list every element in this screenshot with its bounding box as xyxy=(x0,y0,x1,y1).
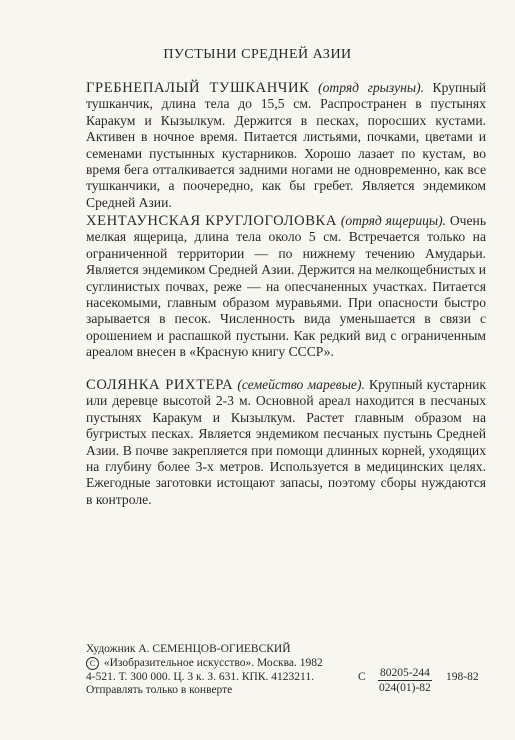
entry-jerboa xyxy=(86,80,486,211)
entry-body: Крупный кустарник или деревце высотой 2-3 м. Основной ареал находится в песчаных пустынях Каракум и Кызылкум. Растет главным образом на бугристых песках. Является эндемиком песчаных пустынь Средней Азии. В почве закрепляется при помощи длинных корней, уходящих на глубину более 3-х метров. Используется в медицинских целях. Ежегодные заготовки истощают запасы, поэтому сборы нуждаются в контроле. xyxy=(86,377,486,507)
entry-classification: (семейство маревые). xyxy=(237,377,365,392)
copyright-icon: С xyxy=(86,657,99,670)
imprint xyxy=(86,643,416,698)
price-code-fraction xyxy=(378,667,432,695)
entry-classification: (отряд грызуны). xyxy=(318,80,424,95)
entry-saltwort xyxy=(86,377,486,508)
publisher-text: «Изобразительное искусство». Москва. 1982 xyxy=(103,656,323,669)
print-info: 4-521. Т. 300 000. Ц. 3 к. З. 631. КПК. 4123211. xyxy=(86,670,314,683)
entry-body: Крупный тушканчик, длина тела до 15,5 см. Распространен в пустынях Каракум и Кызылкум. Держится в песках, поросших кустами. Активен в ночное время. Питается листьями, почками, цветами и семенами пустынных кустарников. Хорошо лазает по кустам, во время бега отталкивается задними ногами не одновременно, как все тушканчики, а поочередно, как бы гребет. Является эндемиком Средней Азии. xyxy=(86,80,486,210)
page-title: ПУСТЫНИ СРЕДНЕЙ АЗИИ xyxy=(163,47,352,62)
entry-roundhead-lizard xyxy=(86,213,486,361)
publisher-line xyxy=(86,657,416,671)
price-code-letter: С xyxy=(358,671,366,683)
price-code-suffix: 198-82 xyxy=(446,671,479,683)
entry-body: Очень мелкая ящерица, длина тела около 5 см. Встречается только на ограниченной территории — по нижнему течению Амударьи. Является эндемиком Средней Азии. Держится на мелкощебнистых и суглинистых почвах, реже — на опесчаненных участках. Питается насекомыми, главным образом муравьями. При опасности быстро зарывается в песок. Численность вида уменьшается в связи с орошением и распашкой пустыни. Как редкий вид с ограниченным ареалом внесен в «Красную книгу СССР». xyxy=(86,213,487,360)
mailing-note: Отправлять только в конверте xyxy=(86,684,233,697)
artist-credit: Художник А. СЕМЕНЦОВ-ОГИЕВСКИЙ xyxy=(86,643,291,655)
entry-title: СОЛЯНКА РИХТЕРА xyxy=(86,377,234,393)
entry-title: ХЕНТАУНСКАЯ КРУГЛОГОЛОВКА xyxy=(86,213,338,229)
price-code-denominator: 024(01)-82 xyxy=(379,682,431,694)
price-code-numerator: 80205-244 xyxy=(380,667,430,679)
entry-classification: (отряд ящерицы). xyxy=(340,213,447,228)
entry-title: ГРЕБНЕПАЛЫЙ ТУШКАНЧИК xyxy=(86,80,310,96)
